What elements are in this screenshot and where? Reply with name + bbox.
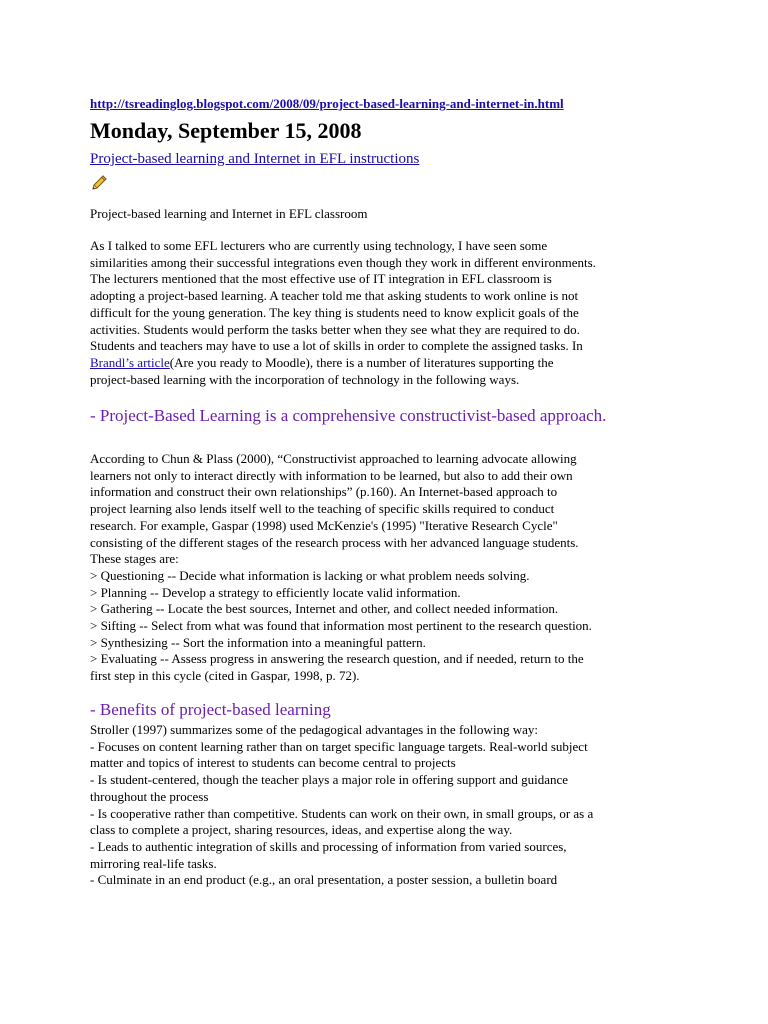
section-line: project learning also lends itself well to the teaching of specific skills required to conduct — [90, 501, 555, 517]
paragraph-line: Students and teachers may have to use a lot of skills in order to complete the assigned tasks. In — [90, 338, 583, 354]
pencil-icon[interactable] — [90, 174, 108, 192]
brandl-article-link[interactable]: Brandl’s article — [90, 354, 170, 370]
paragraph-line: project-based learning with the incorporation of technology in the following ways. — [90, 371, 520, 387]
list-item: class to complete a project, sharing resources, ideas, and expertise along the way. — [90, 822, 513, 838]
list-item: > Evaluating -- Assess progress in answering the research question, and if needed, return to the — [90, 651, 584, 667]
post-title-link[interactable]: Project-based learning and Internet in EFL instructions — [90, 151, 420, 167]
list-item: - Leads to authentic integration of skills and processing of information from varied sources, — [90, 838, 567, 854]
list-item: > Planning -- Develop a strategy to efficiently locate valid information. — [90, 584, 461, 600]
list-item: - Is cooperative rather than competitive. Students can work on their own, in small groups, or as a — [90, 805, 594, 821]
paragraph-line: activities. Students would perform the tasks better when they see what they are required to do. — [90, 321, 580, 337]
section-body-benefits — [90, 722, 680, 889]
list-item: > Synthesizing -- Sort the information into a meaningful pattern. — [90, 634, 426, 650]
list-item: matter and topics of interest to students can become central to projects — [90, 755, 456, 771]
section-line: research. For example, Gaspar (1998) used McKenzie's (1995) "Iterative Research Cycle" — [90, 517, 558, 533]
paragraph-line: adopting a project-based learning. A teacher told me that asking students to work online is not — [90, 288, 579, 304]
section-line: information and construct their own relationships” (p.160). An Internet-based approach to — [90, 484, 558, 500]
list-item: mirroring real-life tasks. — [90, 855, 217, 871]
list-item: throughout the process — [90, 788, 209, 804]
intro-paragraph — [90, 238, 680, 388]
intro-line: Project-based learning and Internet in EFL classroom — [90, 206, 368, 221]
paragraph-line: similarities among their successful integrations even though they work in different environments. — [90, 254, 596, 270]
list-item: first step in this cycle (cited in Gaspar, 1998, p. 72). — [90, 668, 360, 684]
list-item: > Questioning -- Decide what information is lacking or what problem needs solving. — [90, 567, 530, 583]
section-line: consisting of the different stages of the research process with her advanced language students. — [90, 534, 579, 550]
paragraph-line-with-link — [90, 355, 680, 372]
list-item: - Culminate in an end product (e.g., an oral presentation, a poster session, a bulletin board — [90, 872, 558, 888]
section-line: learners not only to interact directly with information to be learned, but also to add their own — [90, 467, 573, 483]
list-item: > Gathering -- Locate the best sources, Internet and other, and collect needed information. — [90, 601, 559, 617]
paragraph-line: difficult for the young generation. The key thing is students need to know explicit goals of the — [90, 304, 579, 320]
paragraph-text: (Are you ready to Moodle), there is a number of literatures supporting the — [169, 354, 554, 370]
paragraph-line: The lecturers mentioned that the most effective use of IT integration in EFL classroom is — [90, 271, 552, 287]
list-item: - Focuses on content learning rather than on target specific language targets. Real-world subject — [90, 738, 588, 754]
date-heading: Monday, September 15, 2008 — [90, 118, 362, 143]
list-item: > Sifting -- Select from what was found that information most pertinent to the research question. — [90, 618, 592, 634]
section-heading-constructivist: - Project-Based Learning is a comprehensive constructivist-based approach. — [90, 406, 607, 425]
section-line: According to Chun & Plass (2000), “Constructivist approached to learning advocate allowing — [90, 451, 577, 466]
source-url-link[interactable]: http://tsreadinglog.blogspot.com/2008/09/project-based-learning-and-internet-in.html — [90, 96, 564, 111]
section-body-constructivist — [90, 451, 680, 685]
section-heading-benefits: - Benefits of project-based learning — [90, 700, 331, 719]
paragraph-line: As I talked to some EFL lecturers who are currently using technology, I have seen some — [90, 238, 548, 253]
list-item: - Is student-centered, though the teacher plays a major role in offering support and guidance — [90, 772, 569, 788]
pencil-icon-graphic — [90, 174, 108, 192]
section-line: These stages are: — [90, 551, 179, 567]
section-line: Stroller (1997) summarizes some of the pedagogical advantages in the following way: — [90, 722, 539, 737]
